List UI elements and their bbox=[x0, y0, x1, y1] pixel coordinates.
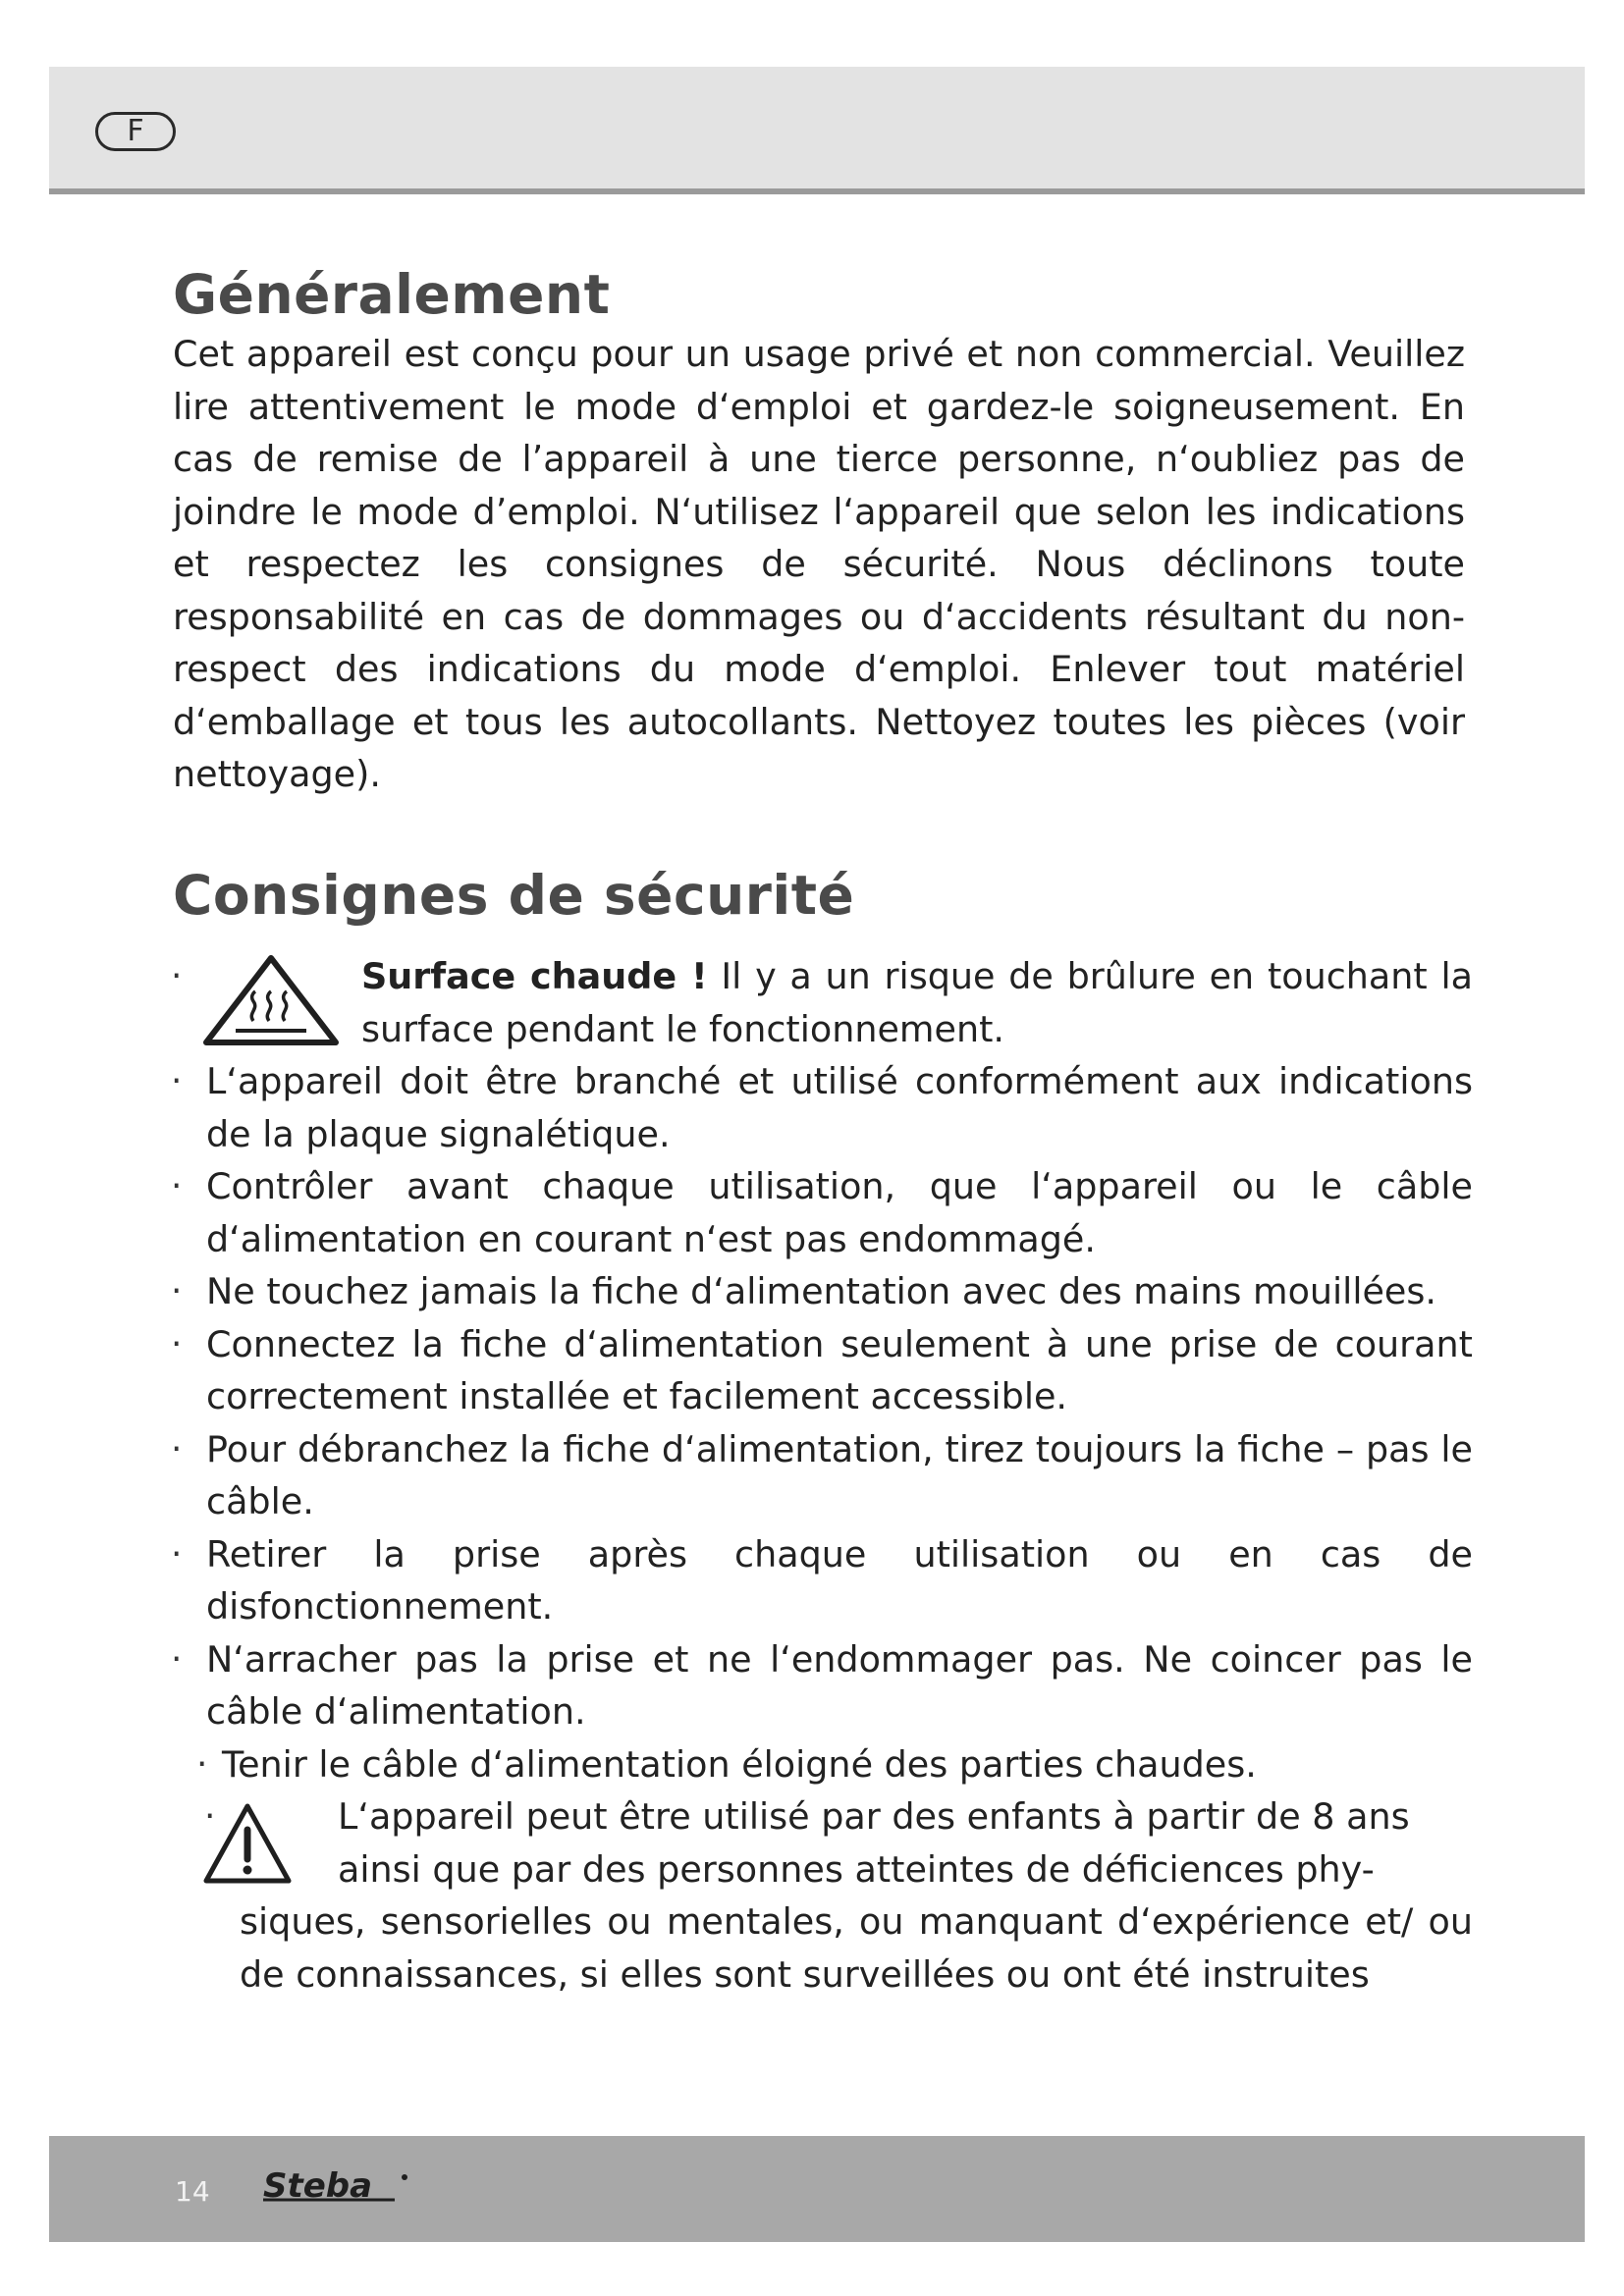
list-item-warning bbox=[167, 1790, 1473, 2001]
list-item-text: Ne touchez jamais la fiche d‘alimentation avec des mains mouillées. bbox=[206, 1270, 1436, 1312]
section-title-general: Généralement bbox=[173, 263, 611, 326]
bullet: · bbox=[171, 1638, 183, 1680]
list-item bbox=[167, 1055, 1473, 1160]
list-item-text: Pour débranchez la fiche d‘alimentation, tirez toujours la fiche – pas le câble. bbox=[206, 1427, 1473, 1522]
bullet: · bbox=[171, 1533, 183, 1575]
list-item-text: L‘appareil doit être branché et utilisé conformément aux indications de la plaque signalétique. bbox=[206, 1060, 1473, 1155]
list-item-text: N‘arracher pas la prise et ne l‘endommager pas. Ne coincer pas le câble d‘alimentation. bbox=[206, 1637, 1473, 1733]
bullet: · bbox=[171, 956, 183, 996]
hot-surface-warning-icon bbox=[200, 954, 342, 1063]
bullet: · bbox=[171, 1061, 183, 1101]
general-paragraph: Cet appareil est conçu pour un usage privé et non commercial. Veuillez lire attentivement le mode d‘emploi et gardez-le soigneusement. En cas de remise de l’appareil à une tierce personne, n‘oubliez pas de joindre le mode d’emploi. N‘utilisez l‘appareil que selon les indications et respectez les consignes de sécurité. Nous déclinons toute responsabilité en cas de dommages ou d‘accidents résultant du non-respect des indications du mode d‘emploi. Enlever tout matériel d‘emballage et tous les autocollants. Nettoyez toutes les pièces (voir nettoyage). bbox=[173, 333, 1465, 795]
bullet: · bbox=[196, 1743, 208, 1785]
list-item-hot-surface bbox=[167, 950, 1473, 1055]
warning-text-line-1: L‘appareil peut être utilisé par des enfants à partir de 8 ans bbox=[338, 1795, 1410, 1838]
warning-text-rest: siques, sensorielles ou mentales, ou manquant d‘expérience et/ ou de connaissances, si elles sont surveillées ou ont été instruites bbox=[240, 1900, 1473, 1996]
list-item bbox=[167, 1265, 1473, 1318]
language-badge: F bbox=[95, 112, 176, 151]
list-item bbox=[167, 1318, 1473, 1423]
list-item-text: Retirer la prise après chaque utilisation ou en cas de disfonctionnement. bbox=[206, 1532, 1473, 1628]
brand-logo bbox=[257, 2165, 424, 2215]
list-item bbox=[167, 1423, 1473, 1528]
bullet: · bbox=[171, 1323, 183, 1364]
bullet: · bbox=[204, 1796, 216, 1837]
bullet: · bbox=[171, 1428, 183, 1469]
list-item bbox=[167, 1160, 1473, 1265]
bullet: · bbox=[171, 1166, 183, 1206]
brand-logo-text: Steba bbox=[263, 2166, 373, 2206]
list-item-text: Contrôler avant chaque utilisation, que l‘appareil ou le câble d‘alimentation en courant n‘est pas endommagé. bbox=[206, 1165, 1473, 1260]
list-item-text: Tenir le câble d‘alimentation éloigné des parties chaudes. bbox=[222, 1742, 1257, 1786]
page-number: 14 bbox=[175, 2175, 210, 2208]
hot-surface-label: Surface chaude ! bbox=[361, 955, 708, 997]
list-item-indented bbox=[167, 1738, 1473, 1791]
list-item bbox=[167, 1528, 1473, 1633]
list-item bbox=[167, 1633, 1473, 1738]
section-title-safety: Consignes de sécurité bbox=[173, 864, 855, 927]
warning-triangle-icon bbox=[202, 1802, 293, 1899]
footer-band bbox=[49, 2136, 1585, 2242]
hot-surface-text: Il y a un risque de brûlure en touchant la surface pendant le fonctionnement. bbox=[361, 955, 1473, 1050]
bullet: · bbox=[171, 1271, 183, 1311]
warning-text-line-2: ainsi que par des personnes atteintes de déficiences phy- bbox=[338, 1847, 1375, 1891]
header-band bbox=[49, 67, 1585, 194]
safety-list bbox=[167, 950, 1473, 2001]
list-item-text: Connectez la fiche d‘alimentation seulement à une prise de courant correctement installée et facilement accessible. bbox=[206, 1322, 1473, 1417]
